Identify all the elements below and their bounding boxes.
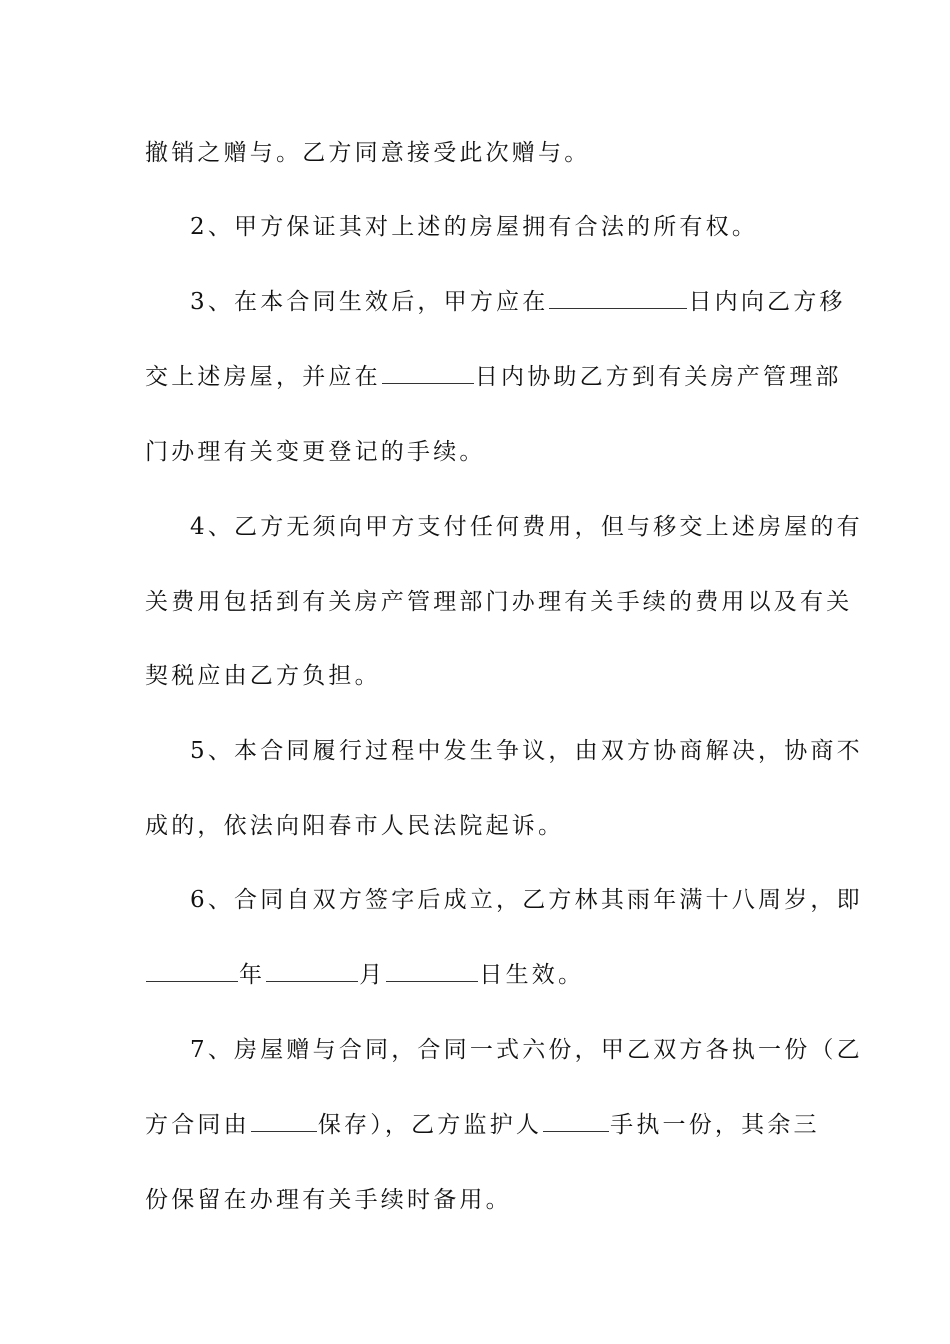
text-segment: 年 <box>239 962 266 988</box>
clause-4-line-1 <box>190 512 863 542</box>
clause-3-line-1 <box>190 287 846 317</box>
clause-6-line-1 <box>190 885 863 915</box>
text-segment: 契税应由乙方负担。 <box>145 663 381 689</box>
blank-year[interactable] <box>146 961 238 982</box>
text-segment: 日内向乙方移 <box>688 289 846 315</box>
clause-6-line-2 <box>145 960 810 990</box>
text-segment: 成的，依法向阳春市人民法院起诉。 <box>145 813 565 839</box>
clause-5-line-1 <box>190 736 863 766</box>
clause-3-line-2 <box>145 362 842 392</box>
text-segment: 7、房屋赠与合同，合同一式六份，甲乙双方各执一份（乙 <box>190 1037 863 1063</box>
text-segment: 日内协助乙方到有关房产管理部 <box>474 364 842 390</box>
clause-2 <box>190 212 810 242</box>
clause-5-line-2 <box>145 811 810 841</box>
clause-4-line-3 <box>145 661 810 691</box>
blank-day[interactable] <box>386 961 478 982</box>
blank-month[interactable] <box>266 961 358 982</box>
text-segment: 月 <box>359 962 386 988</box>
text-segment: 5、本合同履行过程中发生争议，由双方协商解决，协商不 <box>190 738 863 764</box>
clause-7-line-2 <box>145 1110 820 1140</box>
clause-7-line-3 <box>145 1185 810 1215</box>
text-segment: 关费用包括到有关房产管理部门办理有关手续的费用以及有关 <box>145 589 853 615</box>
blank-custodian[interactable] <box>251 1111 317 1132</box>
blank-handover-days[interactable] <box>549 288 687 309</box>
text-segment: 4、乙方无须向甲方支付任何费用，但与移交上述房屋的有 <box>190 514 863 540</box>
text-segment: 3、在本合同生效后，甲方应在 <box>190 289 549 315</box>
text-segment: 6、合同自双方签字后成立，乙方林其雨年满十八周岁，即 <box>190 887 863 913</box>
text-segment: 2、甲方保证其对上述的房屋拥有合法的所有权。 <box>190 214 759 240</box>
text-segment: 份保留在办理有关手续时备用。 <box>145 1187 512 1213</box>
clause-3-line-3 <box>145 437 810 467</box>
text-segment: 门办理有关变更登记的手续。 <box>145 439 486 465</box>
blank-guardian[interactable] <box>543 1111 609 1132</box>
clause-7-line-1 <box>190 1035 863 1065</box>
text-segment: 保存），乙方监护人 <box>317 1112 543 1138</box>
paragraph-1-line-1 <box>145 138 810 168</box>
text-segment: 撤销之赠与。乙方同意接受此次赠与。 <box>145 140 591 166</box>
blank-registration-days[interactable] <box>382 363 474 384</box>
text-segment: 方合同由 <box>145 1112 250 1138</box>
text-segment: 交上述房屋，并应在 <box>145 364 381 390</box>
text-segment: 日生效。 <box>479 962 585 988</box>
text-segment: 手执一份，其余三 <box>610 1112 820 1138</box>
clause-4-line-2 <box>145 587 853 617</box>
